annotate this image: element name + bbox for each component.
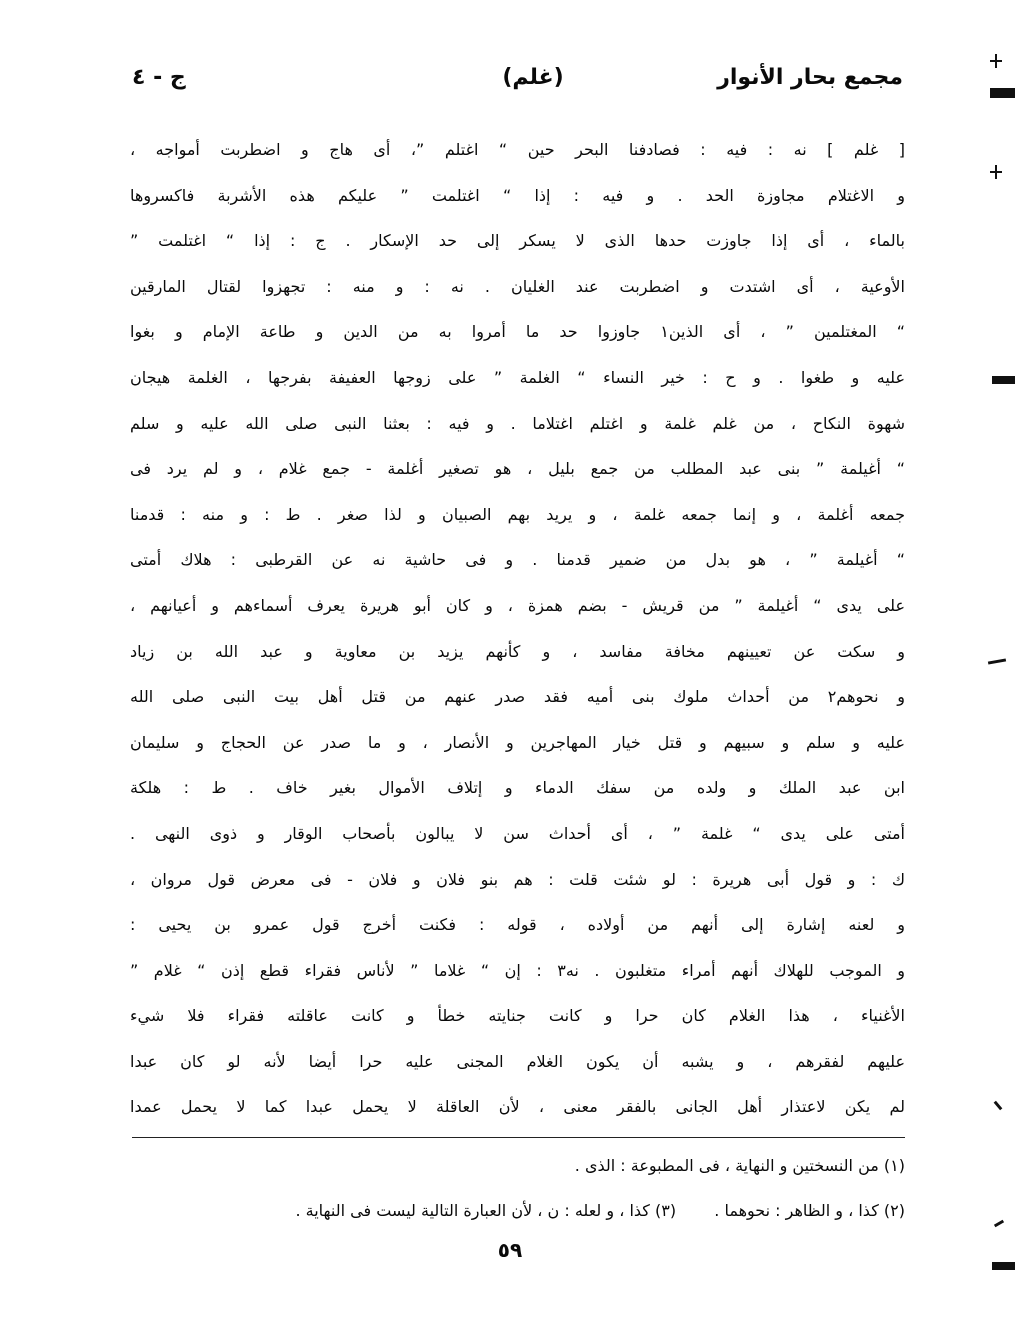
- footnote-line: [130, 1188, 905, 1233]
- text-line: الأغنياء ، هذا الغلام كان حرا و كانت جنايته خطأ و كانت عاقلته فقراء فلا شيء: [130, 1006, 905, 1026]
- entry-heading: (غلم): [502, 65, 564, 90]
- footnotes: [130, 1143, 905, 1233]
- text-line: “ أغيلمة ” ، هو بدل من ضمير قدمنا . و فى حاشية نه عن القرطبى : هلاك أمتى: [130, 550, 905, 570]
- text-line: بالماء ، أى إذا جاوزت حدها الذى لا يسكر إلى حد الإسكار . ج : إذا “ اغتلمت ”: [130, 231, 905, 251]
- text-line: و سكت عن تعيينهم مخافة مفاسد ، و كأنهم يزيد بن معاوية و عبد الله بن زياد: [130, 641, 905, 661]
- margin-mark: [994, 1101, 1003, 1111]
- volume-label: ج - ٤: [132, 65, 186, 90]
- margin-mark: [990, 88, 1015, 98]
- text-line: [ غلم ] نه : فيه : فصادفنا البحر حين “ اغتلم ”، أى هاج و اضطربت أمواجه ،: [130, 140, 905, 159]
- text-line: و لعنه إشارة إلى أنهم من أولاده ، قوله : فكنت أخرج قول عمرو بن يحيى :: [130, 915, 905, 935]
- text-line: عليهم لفقرهم ، و يشبه أن يكون الغلام المجنى عليه حرا أيضا لأنه لو كان عبدا: [130, 1051, 905, 1071]
- footnote-3: (٣) كذا ، و لعله : ن ، لأن العبارة التالية ليست فى النهاية .: [295, 1201, 677, 1220]
- text-line: الأوعية ، أى اشتدت و اضطربت عند الغليان . نه : و منه : تجهزوا لقتال المارقين: [130, 276, 905, 296]
- text-line: على يدى “ أغيلمة ” من قريش - بضم همزة ، و كان أبو هريرة يعرف أسماءهم و أعيانهم ،: [130, 595, 905, 615]
- text-line: و الاغتلام مجاوزة الحد . و فيه : إذا “ اغتلمت ” عليكم هذه الأشربة فاكسروها: [130, 185, 905, 205]
- footnote-line: [130, 1143, 905, 1188]
- text-line: عليه و طغوا . و ح : خير النساء “ الغلمة ” على زوجها العفيفة بفرجها ، الغلمة هيجان: [130, 367, 905, 387]
- text-line: لم يكن لاعتذار أهل الجانى بالفقر معنى ، لأن العاقلة لا يحمل عبدا كما لا يحمل عمدا: [130, 1097, 905, 1117]
- text-line: ك : و قول أبى هريرة : لو شئت قلت : هم بنو فلان و فلان - فى معرض قول مروان ،: [130, 869, 905, 889]
- margin-mark: [992, 376, 1015, 384]
- main-text: [130, 127, 905, 1130]
- text-line: جمعه أغلمة ، و إنما جمعه غلمة ، و يريد بهم الصبيان و لذا صغر . ط : و منه : قدمنا: [130, 504, 905, 524]
- margin-mark: [988, 658, 1006, 664]
- text-line: شهوة النكاح ، من غلم غلمة و اغتلم اغتلاما . و فيه : بعثنا النبى صلى الله عليه و سلم: [130, 413, 905, 433]
- text-line: و نحوهم٢ من أحداث ملوك بنى أميه فقد صدر عنهم من قتل أهل بيت النبى صلى الله: [130, 687, 905, 707]
- page-number: ٥٩: [497, 1238, 523, 1262]
- text-line: “ المغتلمين ” ، أى الذين١ جاوزوا حد ما أمروا به من الدين و طاعة الإمام و بغوا: [130, 322, 905, 342]
- footnote-2: (٢) كذا ، و الظاهر : نحوهما .: [714, 1201, 905, 1220]
- text-line: “ أغيلمة ” بنى عبد المطلب من جمع بليل ، هو تصغير أغلمة - جمع غلام ، و لم يرد فى: [130, 459, 905, 479]
- running-title: مجمع بحار الأنوار: [717, 65, 903, 90]
- margin-mark: [992, 1262, 1015, 1270]
- footnote-1: (١) من النسختين و النهاية ، فى المطبوعة : الذى .: [574, 1156, 905, 1175]
- text-line: عليه و سلم و سبيهم و قتل خيار المهاجرين و الأنصار ، و ما صدر عن الحجاج و سليمان: [130, 732, 905, 752]
- text-line: و الموجب للهلاك أنهم أمراء متغلبون . نه٣ : إن “ غلاما ” لأناس فقراء قطع إذن “ غلام ”: [130, 960, 905, 980]
- text-line: أمتى على يدى “ غلمة ” ، أى أحداث سن لا يبالون بأصحاب الوقار و ذوى النهى .: [130, 823, 905, 843]
- footnote-rule: [132, 1137, 905, 1138]
- margin-mark: [994, 1220, 1004, 1228]
- text-line: ابن عبد الملك و ولده من سفك الدماء و إتلاف الأموال بغير خاف . ط : هلكة: [130, 778, 905, 798]
